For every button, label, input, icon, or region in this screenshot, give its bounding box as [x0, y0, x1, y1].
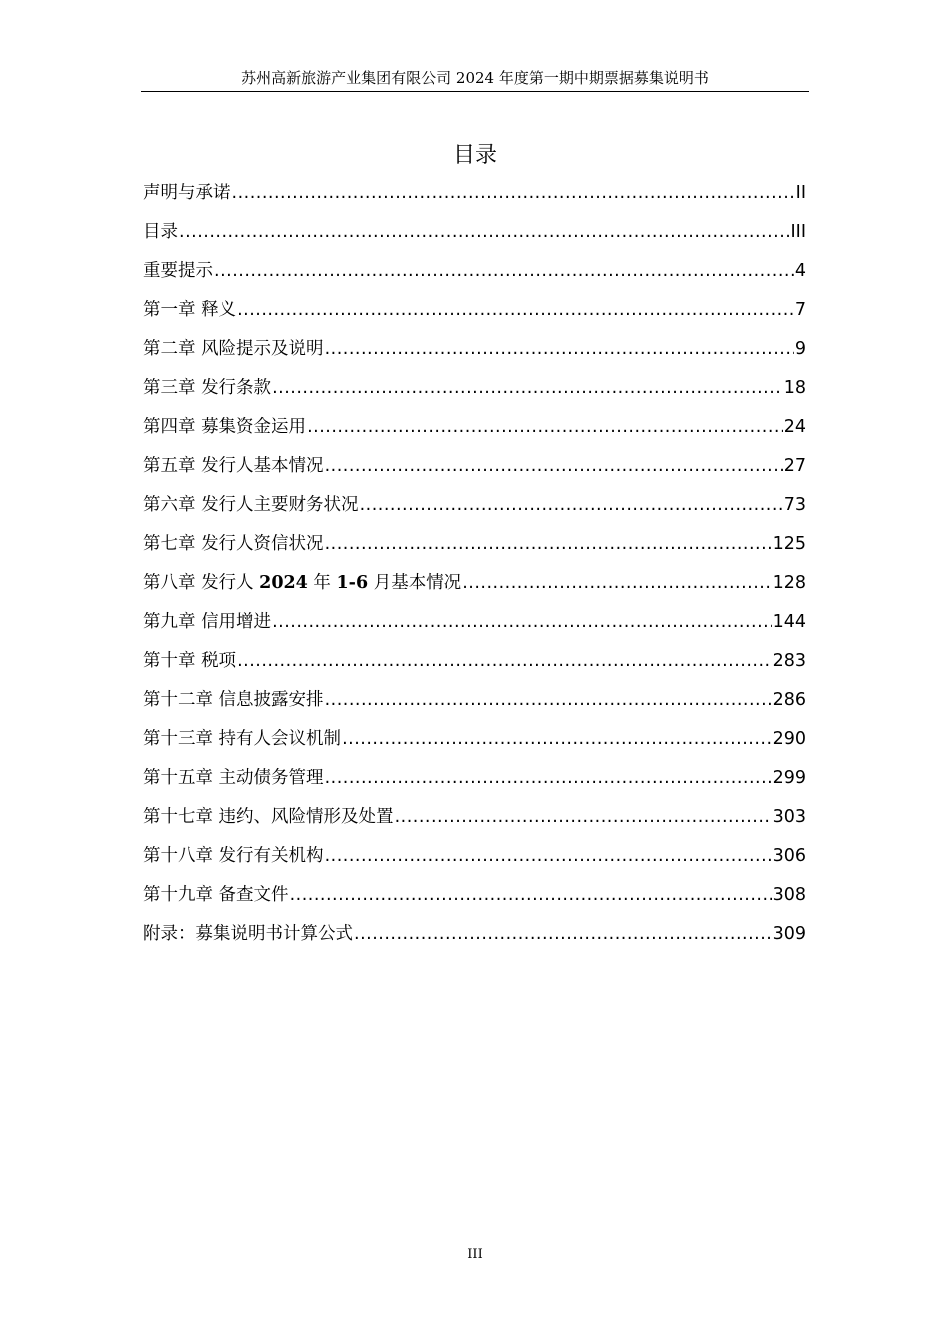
toc-dot-leader — [237, 295, 794, 325]
toc-entry-text-part: 第八章 发行人 — [143, 573, 260, 593]
toc-dot-leader — [360, 490, 783, 520]
toc-entry-chapter-7[interactable] — [143, 529, 806, 568]
toc-entry-page: 309 — [772, 924, 806, 944]
toc-dot-leader — [307, 412, 783, 442]
toc-entry-page: 144 — [772, 612, 806, 632]
toc-entry-chapter-15[interactable] — [143, 763, 806, 802]
toc-entry-chapter-12[interactable] — [143, 685, 806, 724]
toc-entry-text: 第十三章 持有人会议机制 — [143, 729, 342, 749]
toc-entry-month-range: 1-6 — [336, 573, 369, 593]
toc-entry-page: 290 — [772, 729, 806, 749]
toc-entry-chapter-3[interactable] — [143, 373, 806, 412]
toc-entry-text: 第九章 信用增进 — [143, 612, 272, 632]
toc-entry-chapter-10[interactable] — [143, 646, 806, 685]
toc-entry-chapter-13[interactable] — [143, 724, 806, 763]
toc-entry-page: 303 — [772, 807, 806, 827]
toc-entry-chapter-9[interactable] — [143, 607, 806, 646]
toc-dot-leader — [325, 529, 772, 559]
toc-entry-text: 第十八章 发行有关机构 — [143, 846, 324, 866]
toc-entry-chapter-19[interactable] — [143, 880, 806, 919]
toc-entry-page: 27 — [783, 456, 806, 476]
toc-dot-leader — [272, 607, 772, 637]
toc-entry-text-part: 年 — [307, 573, 337, 593]
toc-entry-text: 第六章 发行人主要财务状况 — [143, 495, 359, 515]
toc-dot-leader — [325, 763, 772, 793]
toc-entry-text: 第五章 发行人基本情况 — [143, 456, 324, 476]
toc-dot-leader — [214, 256, 794, 286]
toc-entry-appendix[interactable] — [143, 919, 806, 958]
toc-dot-leader — [342, 724, 772, 754]
toc-dot-leader — [325, 451, 783, 481]
toc-entry-text: 附录：募集说明书计算公式 — [143, 924, 353, 944]
toc-entry-page: 73 — [783, 495, 806, 515]
toc-dot-leader — [325, 685, 772, 715]
toc-dot-leader — [237, 646, 772, 676]
page-header: 苏州高新旅游产业集团有限公司 2024 年度第一期中期票据募集说明书 — [141, 66, 809, 92]
table-of-contents — [143, 178, 806, 958]
toc-entry-contents[interactable] — [143, 217, 806, 256]
toc-entry-text: 第七章 发行人资信状况 — [143, 534, 324, 554]
toc-entry-year: 2024 — [259, 573, 308, 593]
toc-entry-page: 286 — [772, 690, 806, 710]
toc-entry-chapter-6[interactable] — [143, 490, 806, 529]
toc-entry-text-part: 月基本情况 — [368, 573, 462, 593]
toc-entry-chapter-1[interactable] — [143, 295, 806, 334]
toc-entry-page: II — [795, 183, 806, 203]
toc-entry-important-notice[interactable] — [143, 256, 806, 295]
toc-entry-chapter-17[interactable] — [143, 802, 806, 841]
toc-entry-page: 308 — [772, 885, 806, 905]
toc-entry-text: 目录 — [143, 222, 178, 242]
toc-entry-page: 7 — [794, 300, 806, 320]
toc-entry-page: 4 — [794, 261, 806, 281]
toc-entry-text: 声明与承诺 — [143, 183, 231, 203]
toc-entry-chapter-4[interactable] — [143, 412, 806, 451]
toc-entry-page: 9 — [794, 339, 806, 359]
toc-entry-page: 24 — [783, 417, 806, 437]
toc-dot-leader — [395, 802, 772, 832]
toc-entry-chapter-2[interactable] — [143, 334, 806, 373]
toc-entry-text: 第十五章 主动债务管理 — [143, 768, 324, 788]
toc-entry-text: 第十二章 信息披露安排 — [143, 690, 324, 710]
toc-dot-leader — [272, 373, 783, 403]
toc-entry-page: 306 — [772, 846, 806, 866]
toc-dot-leader — [179, 217, 790, 247]
toc-dot-leader — [290, 880, 772, 910]
toc-dot-leader — [232, 178, 795, 208]
toc-entry-text: 第十九章 备查文件 — [143, 885, 289, 905]
toc-dot-leader — [354, 919, 772, 949]
toc-entry-chapter-18[interactable] — [143, 841, 806, 880]
toc-dot-leader — [325, 841, 772, 871]
toc-entry-text: 第一章 释义 — [143, 300, 237, 320]
toc-entry-page: 18 — [783, 378, 806, 398]
toc-entry-page: 125 — [772, 534, 806, 554]
toc-entry-page: 299 — [772, 768, 806, 788]
toc-entry-text: 重要提示 — [143, 261, 213, 281]
toc-entry-page: III — [790, 222, 806, 242]
toc-entry-page: 128 — [772, 573, 806, 593]
toc-entry-text: 第三章 发行条款 — [143, 378, 272, 398]
toc-title: 目录 — [452, 143, 497, 168]
toc-entry-page: 283 — [772, 651, 806, 671]
toc-entry-text — [143, 568, 461, 598]
toc-dot-leader — [325, 334, 794, 364]
toc-entry-chapter-5[interactable] — [143, 451, 806, 490]
toc-entry-text: 第二章 风险提示及说明 — [143, 339, 324, 359]
toc-entry-text: 第四章 募集资金运用 — [143, 417, 307, 437]
toc-dot-leader — [462, 568, 771, 598]
toc-entry-text: 第十七章 违约、风险情形及处置 — [143, 807, 394, 827]
toc-entry-text: 第十章 税项 — [143, 651, 237, 671]
page-number: III — [467, 1247, 483, 1262]
toc-entry-chapter-8[interactable] — [143, 568, 806, 607]
toc-entry-statement[interactable] — [143, 178, 806, 217]
